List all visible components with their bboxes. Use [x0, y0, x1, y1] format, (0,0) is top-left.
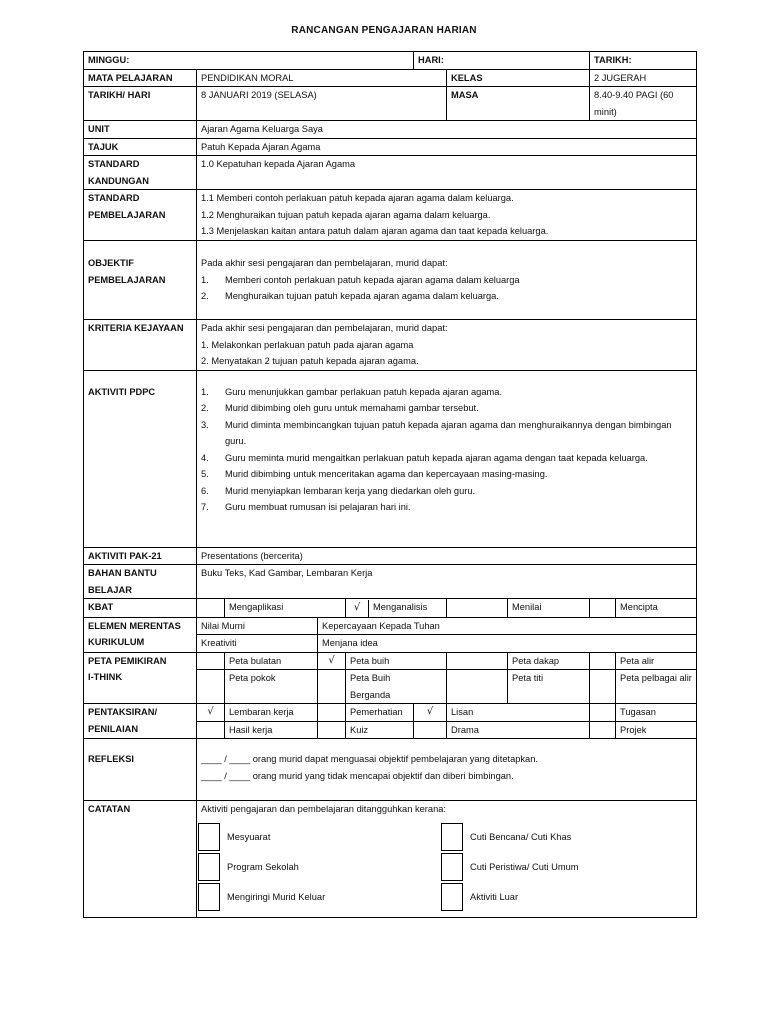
objektif-list: [201, 272, 692, 305]
aktiviti-pdpc-list: [201, 384, 692, 516]
kbat-checkbox[interactable]: [447, 599, 508, 618]
aktiviti-pdpc-value: [197, 370, 697, 547]
standard-pembelajaran-label: [84, 190, 197, 241]
catatan-option-row: [197, 882, 696, 912]
peta-option: Peta titi: [508, 670, 590, 704]
mata-pelajaran-row: [84, 69, 697, 87]
elemen-row-1: [84, 617, 697, 635]
standard-kandungan-label: [84, 156, 197, 190]
mata-pelajaran-value: PENDIDIKAN MORAL: [197, 69, 447, 87]
pentaksiran-option: Lisan: [447, 704, 590, 722]
peta-option: Peta bulatan: [225, 652, 318, 670]
standard-kandungan-value: 1.0 Kepatuhan kepada Ajaran Agama: [197, 156, 697, 190]
standard-kandungan-row: [84, 156, 697, 190]
pentaksiran-option: Projek: [616, 721, 697, 739]
pentaksiran-label: [84, 704, 197, 739]
refleksi-value: [197, 739, 697, 801]
tarikh-hari-row: [84, 87, 697, 121]
refleksi-line[interactable]: ____ / ____ orang murid yang tidak mencapai objektif dan diberi bimbingan.: [201, 770, 514, 781]
catatan-checkbox[interactable]: [441, 853, 463, 881]
pentaksiran-checkbox[interactable]: [318, 704, 346, 722]
catatan-options: [197, 822, 696, 912]
peta-checkbox[interactable]: [447, 670, 508, 704]
objektif-label-line-1: OBJEKTIF: [88, 258, 134, 268]
kelas-label: KELAS: [447, 69, 590, 87]
aktiviti-item: 7. Guru membuat rumusan isi pelajaran hari ini.: [201, 502, 411, 512]
peta-checkbox[interactable]: [318, 670, 346, 704]
aktiviti-item: 1. Guru menunjukkan gambar perlakuan patuh kepada ajaran agama.: [201, 386, 503, 397]
elemen-item: Kreativiti: [197, 635, 318, 653]
kbat-checkbox[interactable]: [197, 599, 225, 618]
catatan-option: Cuti Peristiwa/ Cuti Umum: [470, 862, 579, 872]
kbat-option: Menilai: [508, 599, 590, 618]
pentaksiran-option: Kuiz: [346, 721, 414, 739]
pentaksiran-row-1: [84, 704, 697, 722]
standard-kandungan-label-line-2: KANDUNGAN: [88, 175, 149, 186]
objektif-item: 1. Memberi contoh perlakuan patuh kepada ajaran agama dalam keluarga: [201, 274, 520, 285]
objektif-label: [84, 241, 197, 320]
catatan-intro: Aktiviti pengajaran dan pembelajaran ditangguhkan kerana:: [201, 804, 446, 814]
kbat-option-label: Menganalisis: [373, 602, 428, 612]
peta-option-line-1: Peta Buih: [350, 673, 391, 683]
objektif-label-line-2: PEMBELAJARAN: [88, 274, 166, 285]
standard-pembelajaran-value: [197, 190, 697, 241]
aktiviti-pdpc-label: [84, 370, 197, 547]
peta-checkbox[interactable]: [590, 652, 616, 670]
refleksi-line[interactable]: ____ / ____ orang murid dapat menguasai objektif pembelajaran yang ditetapkan.: [201, 754, 538, 764]
elemen-label-line-1: ELEMEN MERENTAS: [88, 620, 181, 631]
bahan-label: [84, 565, 197, 599]
pak21-value: Presentations (bercerita): [197, 547, 697, 565]
bahan-label-line-2: BELAJAR: [88, 584, 132, 595]
catatan-row: [84, 801, 697, 918]
pak21-label: AKTIVITI PAK-21: [84, 547, 197, 565]
pentaksiran-label-line-1: PENTAKSIRAN/: [88, 707, 158, 717]
peta-option: Peta alir: [616, 652, 697, 670]
minggu-field[interactable]: MINGGU:: [84, 52, 414, 70]
catatan-value: [197, 801, 697, 918]
kriteria-item: 2. Menyatakan 2 tujuan patuh kepada ajaran agama.: [201, 356, 419, 366]
catatan-checkbox[interactable]: [198, 883, 220, 911]
aktiviti-pdpc-label-text: AKTIVITI PDPC: [88, 386, 156, 397]
peta-label-line-2: I-THINK: [88, 672, 123, 682]
kriteria-row: [84, 320, 697, 371]
catatan-option: Mengiringi Murid Keluar: [227, 892, 326, 902]
masa-value: 8.40-9.40 PAGI (60 minit): [590, 87, 697, 121]
kbat-row: [84, 599, 697, 618]
refleksi-label: [84, 739, 197, 801]
mata-pelajaran-label: MATA PELAJARAN: [84, 69, 197, 87]
pentaksiran-option: Drama: [447, 721, 590, 739]
tarikh-hari-value: 8 JANUARI 2019 (SELASA): [197, 87, 447, 121]
elemen-item: Kepercayaan Kepada Tuhan: [318, 617, 697, 635]
hari-field[interactable]: HARI:: [414, 52, 590, 70]
pentaksiran-option: Tugasan: [616, 704, 697, 722]
tarikh-field[interactable]: TARIKH:: [590, 52, 697, 70]
unit-label: UNIT: [84, 121, 197, 139]
kbat-checkbox[interactable]: [590, 599, 616, 618]
aktiviti-item: 3. Murid diminta membincangkan tujuan patuh kepada ajaran agama dan menghuraikannya dengan bimbingan guru.: [201, 419, 672, 446]
kelas-value: 2 JUGERAH: [590, 69, 697, 87]
aktiviti-item: 5. Murid dibimbing untuk menceritakan agama dan kepercayaan masing-masing.: [201, 469, 548, 479]
kbat-option: Mengaplikasi: [225, 599, 346, 618]
pentaksiran-checkbox[interactable]: [414, 721, 447, 739]
objektif-row: [84, 241, 697, 320]
pentaksiran-checkbox[interactable]: [590, 721, 616, 739]
aktiviti-item: 2. Murid dibimbing oleh guru untuk memahami gambar tersebut.: [201, 403, 479, 413]
elemen-item: Menjana idea: [318, 635, 697, 653]
pentaksiran-option: Lembaran kerja: [225, 704, 318, 722]
peta-option: Peta pokok: [225, 670, 318, 704]
header-row: [84, 52, 697, 70]
standard-kandungan-label-line-1: STANDARD: [88, 159, 140, 169]
objektif-item: 2. Menghuraikan tujuan patuh kepada ajaran agama dalam keluarga.: [201, 291, 499, 301]
document-title: RANCANGAN PENGAJARAN HARIAN: [291, 25, 477, 36]
catatan-option-row: [197, 822, 696, 852]
objektif-value: [197, 241, 697, 320]
kbat-option: Mencipta: [616, 599, 697, 618]
pak21-row: [84, 547, 697, 565]
lesson-plan-table: [83, 51, 697, 918]
kriteria-intro: Pada akhir sesi pengajaran dan pembelajaran, murid dapat:: [201, 323, 448, 333]
peta-checkbox[interactable]: [447, 652, 508, 670]
standard-pembelajaran-label-line-2: PEMBELAJARAN: [88, 209, 166, 220]
tajuk-label: TAJUK: [84, 138, 197, 156]
catatan-option-row: [197, 852, 696, 882]
bahan-value: Buku Teks, Kad Gambar, Lembaran Kerja: [197, 565, 697, 599]
kbat-option: [346, 599, 447, 618]
pentaksiran-label-line-2: PENILAIAN: [88, 723, 139, 734]
bahan-label-line-1: BAHAN BANTU: [88, 568, 157, 578]
catatan-checkbox[interactable]: [441, 883, 463, 911]
tajuk-value: Patuh Kepada Ajaran Agama: [197, 138, 697, 156]
kriteria-value: [197, 320, 697, 371]
standard-pembelajaran-item: 1.3 Menjelaskan kaitan antara patuh dalam ajaran agama dan taat kepada keluarga.: [201, 226, 549, 236]
kriteria-label: KRITERIA KEJAYAAN: [84, 320, 197, 371]
pentaksiran-checkbox[interactable]: √: [414, 704, 447, 722]
peta-option: Peta pelbagai alir: [616, 670, 697, 704]
peta-row-1: [84, 652, 697, 670]
pentaksiran-checkbox[interactable]: [197, 721, 225, 739]
kbat-label: KBAT: [84, 599, 197, 618]
catatan-checkbox[interactable]: [198, 823, 220, 851]
aktiviti-item: 6. Murid menyiapkan lembaran kerja yang diedarkan oleh guru.: [201, 485, 476, 496]
pentaksiran-checkbox[interactable]: [590, 704, 616, 722]
elemen-label: [84, 617, 197, 652]
elemen-label-line-2: KURIKULUM: [88, 637, 145, 647]
standard-pembelajaran-item: 1.1 Memberi contoh perlakuan patuh kepada ajaran agama dalam keluarga.: [201, 193, 514, 203]
standard-pembelajaran-row: [84, 190, 697, 241]
pentaksiran-checkbox[interactable]: [318, 721, 346, 739]
catatan-option: Mesyuarat: [227, 832, 271, 842]
pentaksiran-option: Pemerhatian: [346, 704, 414, 722]
peta-option: Peta buih: [346, 652, 447, 670]
standard-pembelajaran-item: 1.2 Menghuraikan tujuan patuh kepada ajaran agama dalam keluarga.: [201, 209, 491, 220]
elemen-item: Nilai Murni: [197, 617, 318, 635]
unit-value: Ajaran Agama Keluarga Saya: [197, 121, 697, 139]
kriteria-item: 1. Melakonkan perlakuan patuh pada ajaran agama: [201, 339, 414, 350]
catatan-option: Aktiviti Luar: [470, 892, 519, 902]
peta-option: Peta dakap: [508, 652, 590, 670]
peta-checkbox[interactable]: [590, 670, 616, 704]
aktiviti-pdpc-row: [84, 370, 697, 547]
refleksi-label-text: REFLEKSI: [88, 754, 134, 764]
standard-pembelajaran-label-line-1: STANDARD: [88, 193, 140, 203]
peta-option: [346, 670, 447, 704]
aktiviti-item: 4. Guru meminta murid mengaitkan perlakuan patuh kepada ajaran agama dengan taat kepada keluarga.: [201, 452, 648, 463]
catatan-option: Cuti Bencana/ Cuti Khas: [470, 832, 572, 842]
catatan-checkbox[interactable]: [441, 823, 463, 851]
catatan-label: CATATAN: [84, 801, 197, 918]
tajuk-row: [84, 138, 697, 156]
tarikh-hari-label: TARIKH/ HARI: [84, 87, 197, 121]
masa-label: MASA: [447, 87, 590, 121]
pentaksiran-checkbox[interactable]: √: [197, 704, 225, 722]
peta-checkbox[interactable]: [197, 652, 225, 670]
pentaksiran-option: Hasil kerja: [225, 721, 318, 739]
catatan-option: Program Sekolah: [227, 862, 299, 872]
objektif-intro: Pada akhir sesi pengajaran dan pembelajaran, murid dapat:: [201, 258, 448, 268]
peta-option-line-2: Berganda: [350, 689, 391, 700]
refleksi-row: [84, 739, 697, 801]
peta-checkbox[interactable]: √: [318, 652, 346, 670]
unit-row: [84, 121, 697, 139]
kbat-checkbox[interactable]: √: [346, 600, 369, 617]
peta-checkbox[interactable]: [197, 670, 225, 704]
peta-label: [84, 652, 197, 704]
catatan-checkbox[interactable]: [198, 853, 220, 881]
peta-label-line-1: PETA PEMIKIRAN: [88, 655, 167, 666]
bahan-row: [84, 565, 697, 599]
